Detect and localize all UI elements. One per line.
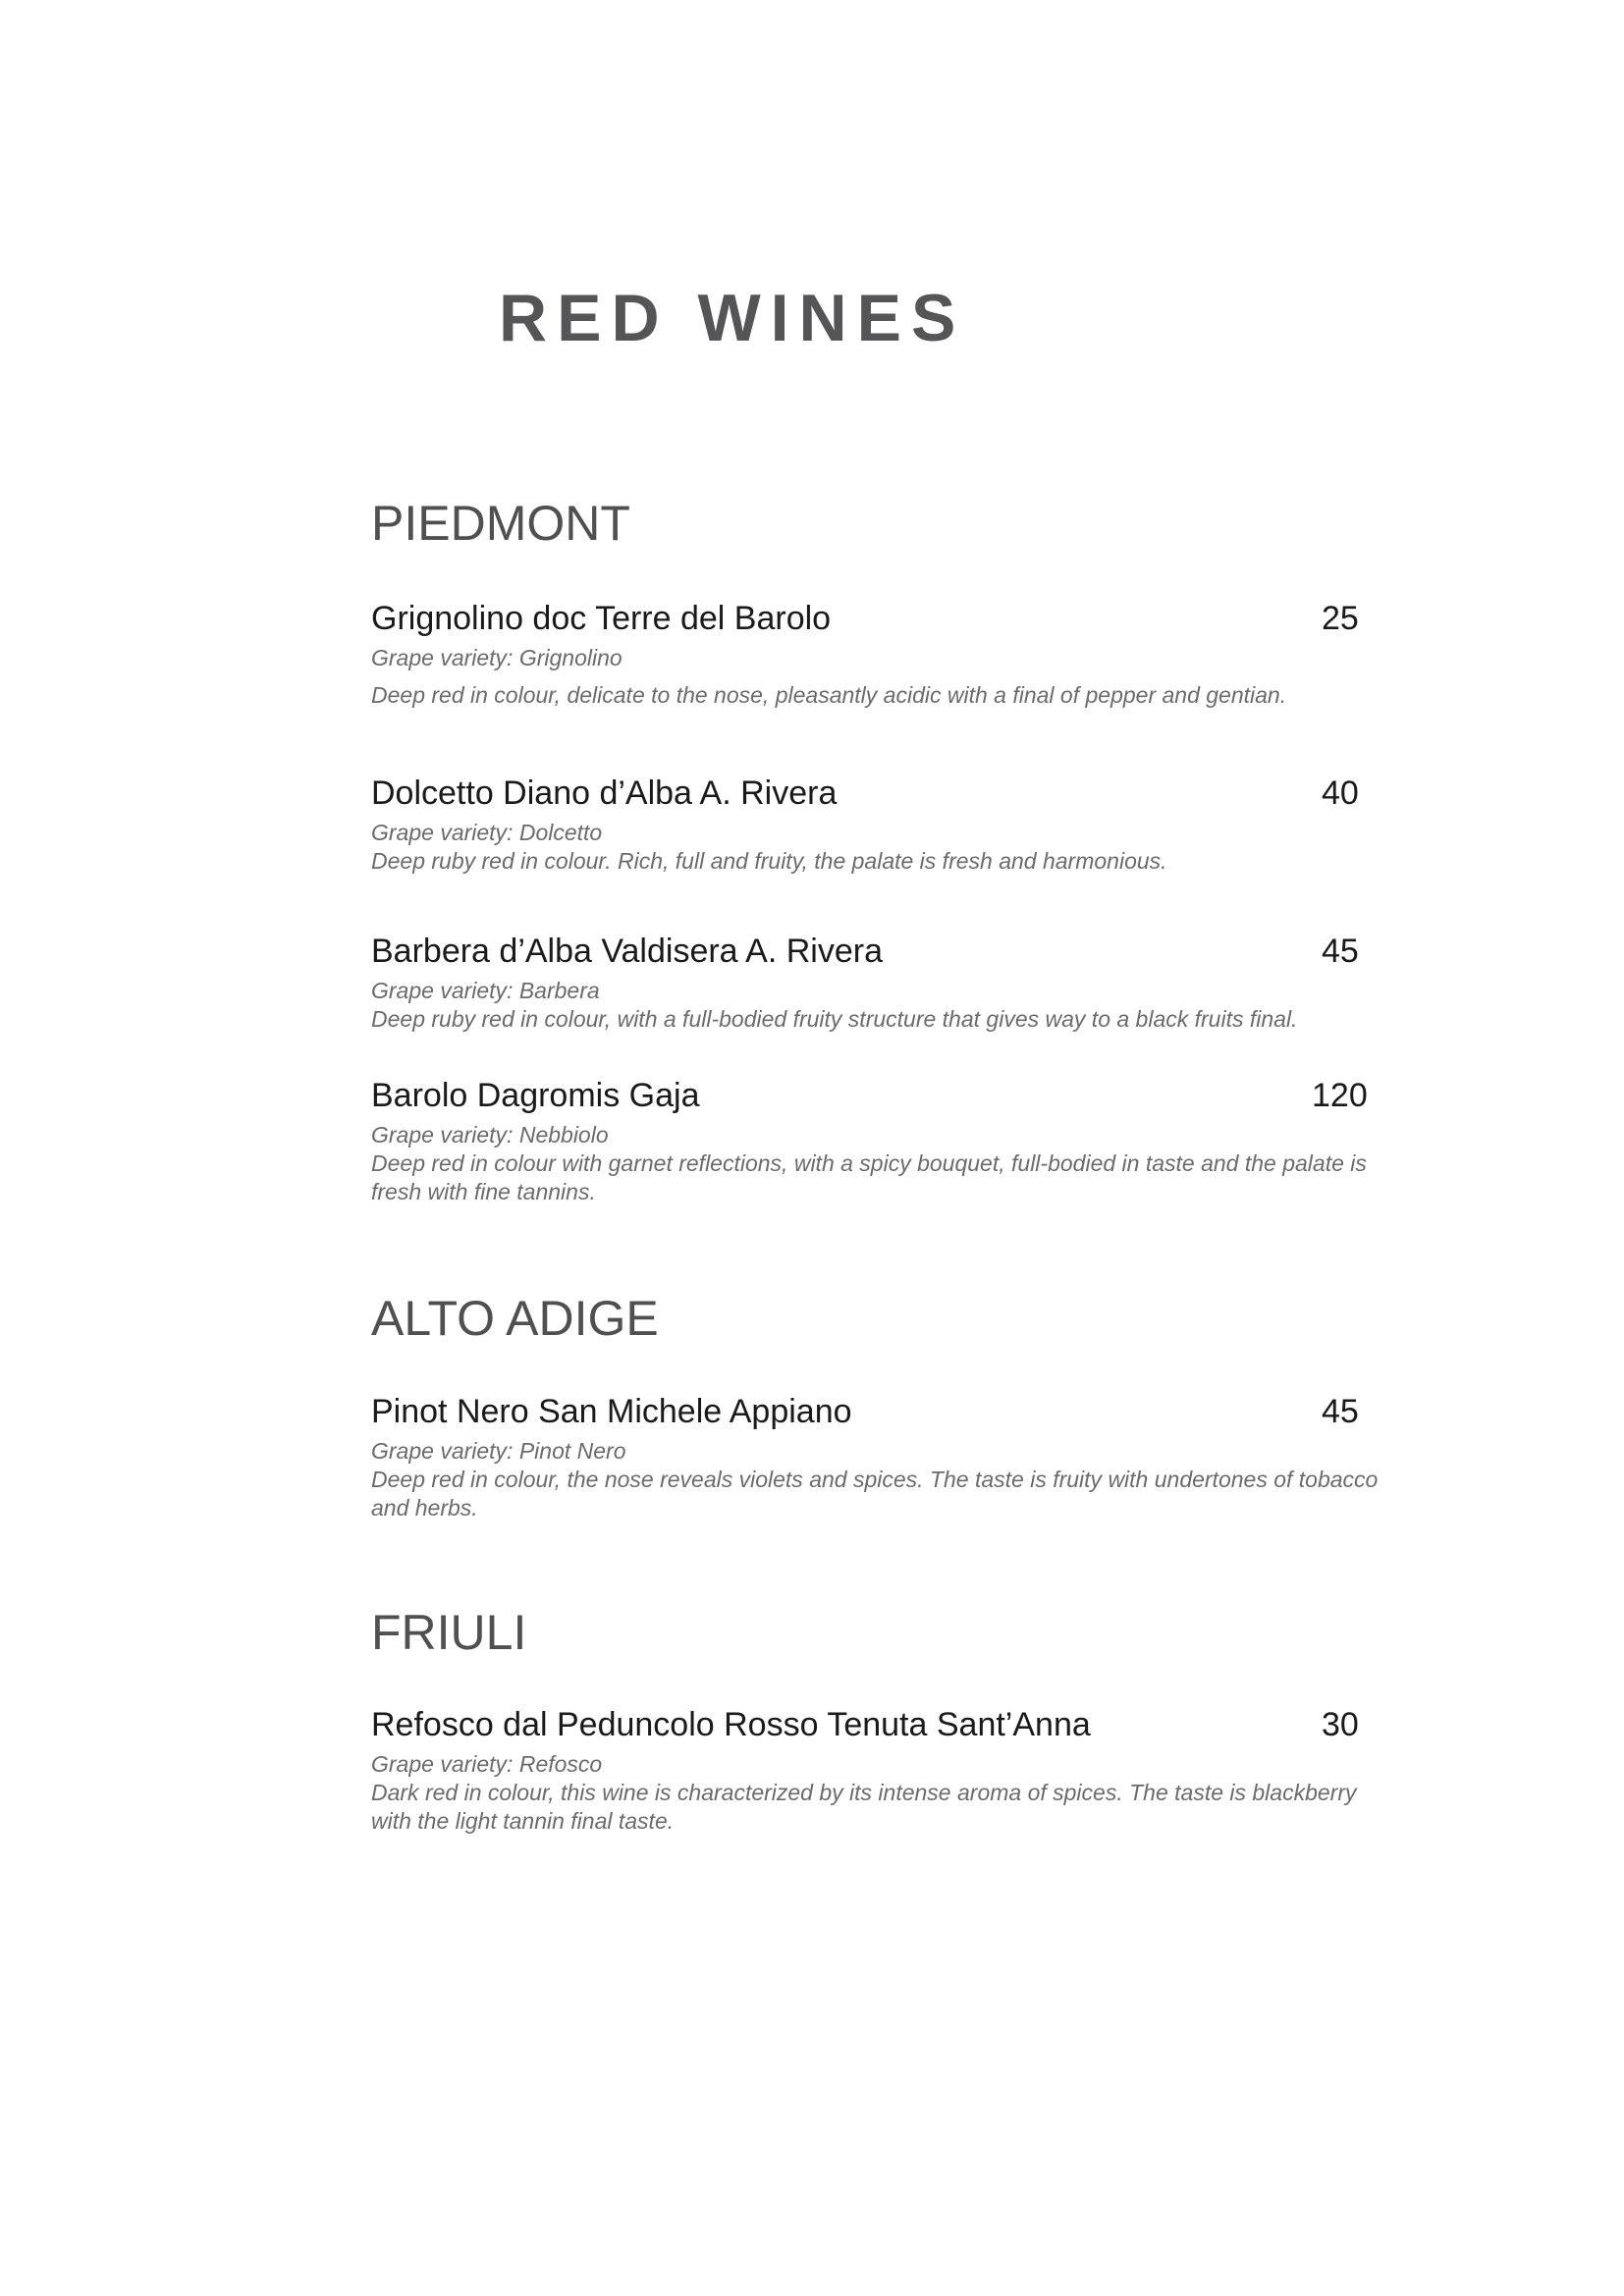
wine-name: Grignolino doc Terre del Barolo	[371, 600, 832, 637]
wine-price: 40	[1322, 774, 1359, 812]
wine-grape-variety: Grape variety: Grignolino	[371, 645, 623, 670]
section-heading-friuli: FRIULI	[371, 1605, 527, 1660]
wine-description: Deep red in colour with garnet reflections, with a spicy bouquet, full-bodied in taste and the palate is fresh with fine tannins.	[371, 1150, 1367, 1204]
wine-grape-variety: Grape variety: Refosco	[371, 1751, 603, 1777]
wine-price: 45	[1322, 1393, 1359, 1430]
wine-grape-variety: Grape variety: Pinot Nero	[371, 1438, 626, 1464]
section-heading-piedmont: PIEDMONT	[371, 496, 630, 551]
wine-grape-variety: Grape variety: Dolcetto	[371, 820, 603, 845]
wine-name: Barbera d’Alba Valdisera A. Rivera	[371, 933, 883, 970]
wine-item	[371, 1705, 1392, 1836]
wine-item	[371, 1076, 1392, 1206]
wine-item	[371, 932, 1392, 1034]
wine-price: 30	[1322, 1706, 1359, 1743]
wine-description: Deep red in colour, delicate to the nose, pleasantly acidic with a final of pepper and gentian.	[371, 682, 1287, 708]
wine-description: Deep red in colour, the nose reveals violets and spices. The taste is fruity with undertones of tobacco and herbs.	[371, 1467, 1379, 1521]
wine-price: 25	[1322, 600, 1359, 637]
wine-grape-variety: Grape variety: Barbera	[371, 978, 600, 1003]
wine-price: 120	[1312, 1077, 1368, 1114]
wine-item	[371, 599, 1392, 710]
wine-item	[371, 1392, 1392, 1522]
wine-price: 45	[1322, 933, 1359, 970]
wine-name: Dolcetto Diano d’Alba A. Rivera	[371, 774, 838, 812]
page-title: RED WINES	[499, 281, 966, 355]
wine-item	[371, 774, 1392, 876]
wine-description: Dark red in colour, this wine is characterized by its intense aroma of spices. The taste is blackberry with the light tannin final taste.	[371, 1780, 1357, 1834]
wine-description: Deep ruby red in colour, with a full-bodied fruity structure that gives way to a black fruits final.	[371, 1006, 1298, 1032]
wine-description: Deep ruby red in colour. Rich, full and fruity, the palate is fresh and harmonious.	[371, 848, 1167, 874]
section-heading-alto-adige: ALTO ADIGE	[371, 1291, 659, 1346]
wine-name: Refosco dal Peduncolo Rosso Tenuta Sant’Anna	[371, 1706, 1091, 1743]
wine-name: Barolo Dagromis Gaja	[371, 1077, 700, 1114]
wine-name: Pinot Nero San Michele Appiano	[371, 1393, 852, 1430]
wine-grape-variety: Grape variety: Nebbiolo	[371, 1122, 609, 1148]
